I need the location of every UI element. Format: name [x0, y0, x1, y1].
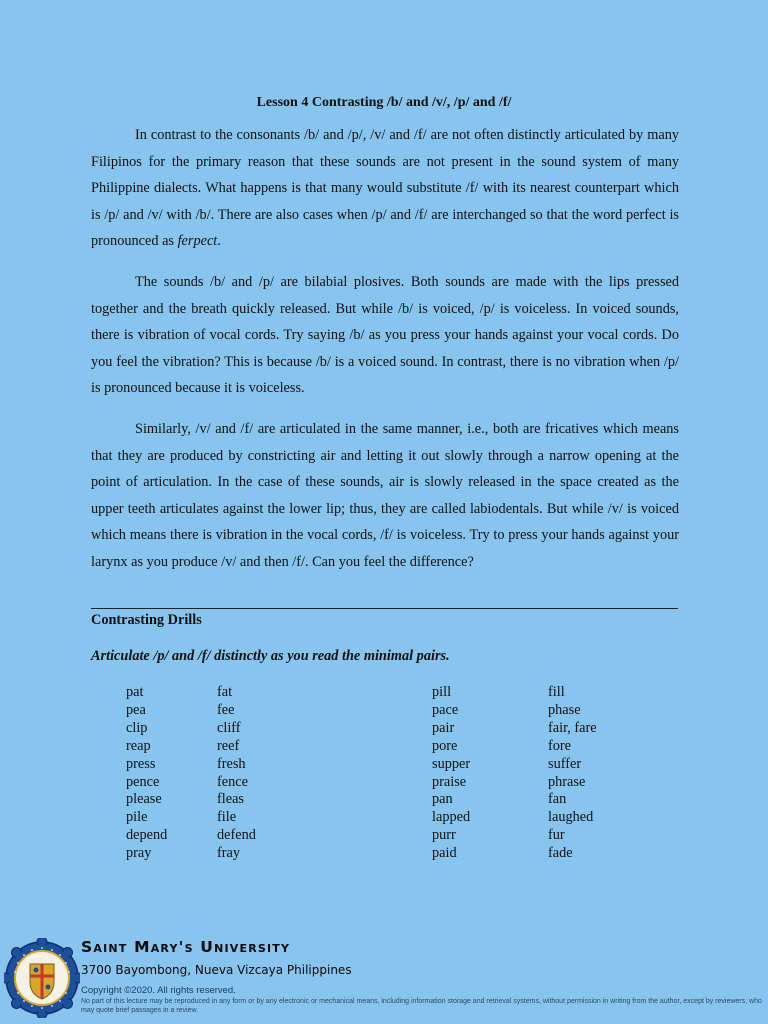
drills-title: Contrasting Drills: [91, 612, 202, 628]
word-item: pence: [126, 773, 160, 790]
word-item: fleas: [217, 791, 244, 808]
word-item: fresh: [217, 755, 246, 772]
word-item: pray: [126, 845, 152, 862]
word-item: clip: [126, 719, 148, 736]
word-item: paid: [432, 845, 457, 862]
word-item: fill: [548, 684, 565, 700]
word-item: defend: [217, 827, 256, 844]
word-item: please: [126, 791, 162, 808]
word-item: suffer: [548, 755, 582, 772]
paragraph-3: Similarly, /v/ and /f/ are articulated in the same manner, i.e., both are fricatives which means that they are produced by constricting air and letting it out slowly through a narrow opening at the point of articulation. In the case of these sounds, air is slowly released in the space created as the upper teeth articulates against the lower lip; thus, they are called labiodentals. But while /v/ is voiced which means there is vibration in the vocal cords, /f/ is voiceless. Try to press your hands against your larynx as you produce /v/ and then /f/. Can you feel the difference?: [91, 421, 679, 570]
word-item: reef: [217, 737, 240, 754]
paragraph-2: The sounds /b/ and /p/ are bilabial plosives. Both sounds are made with the lips pressed together and the breath quickly released. But while /b/ is voiced, /p/ is voiceless. In voiced sounds, there is vibration of vocal cords. Try saying /b/ as you press your hands against your vocal cords. Do you feel the vibration? This is because /b/ is a voiced sound. In contrast, there is no vibration when /p/ is pronounced because it is voiceless.: [91, 274, 679, 397]
word-item: press: [126, 755, 156, 772]
word-item: pill: [432, 684, 452, 700]
word-item: pan: [432, 791, 453, 808]
word-item: pair: [432, 719, 455, 736]
lesson-title: Lesson 4 Contrasting /b/ and /v/, /p/ and /f/: [256, 95, 512, 110]
word-column-3: [432, 684, 470, 863]
word-item: laughed: [548, 809, 594, 826]
word-item: pace: [432, 701, 459, 718]
word-item: fan: [548, 791, 567, 808]
word-item: fur: [548, 827, 565, 844]
word-column-4: [548, 684, 597, 863]
word-item: pat: [126, 684, 144, 700]
word-item: pore: [432, 737, 458, 754]
copyright-notice: Copyright ©2020. All rights reserved.: [81, 985, 236, 996]
paragraph-1-text: In contrast to the consonants /b/ and /p/, /v/ and /f/ are not often distinctly articulated by many Filipinos for the primary reason that these sounds are not present in the sound system of many Philippine dialects. What happens is that many would substitute /f/ with its nearest counterpart which is /p/ and /v/ with /b/. There are also cases when /p/ and /f/ are interchanged so that the word perfect is pronounced as: [91, 127, 679, 250]
word-item: reap: [126, 737, 151, 754]
word-item: lapped: [432, 809, 471, 826]
paragraph-1: [91, 122, 679, 255]
paragraph-1-italic: ferpect: [177, 233, 218, 250]
word-item: fair, fare: [548, 719, 597, 736]
word-item: phrase: [548, 773, 586, 790]
word-item: supper: [432, 755, 471, 772]
word-column-2: [217, 684, 256, 863]
drills-instruction: Articulate /p/ and /f/ distinctly as you read the minimal pairs.: [91, 648, 450, 664]
word-item: pile: [126, 809, 148, 826]
word-item: fray: [217, 845, 241, 862]
university-address: 3700 Bayombong, Nueva Vizcaya Philippines: [81, 963, 352, 977]
word-item: fence: [217, 773, 248, 790]
word-item: cliff: [217, 719, 241, 736]
word-item: praise: [432, 773, 467, 790]
copyright-disclaimer: No part of this lecture may be reproduced in any form or by any electronic or mechanical means, including information storage and retrieval systems, without permission in writing from the author, except by reviewers, who may quote brief passages in a review.: [81, 998, 762, 1014]
word-column-1: [126, 684, 167, 863]
word-item: fore: [548, 737, 572, 754]
word-item: purr: [432, 827, 456, 844]
paragraph-1-end: .: [217, 233, 221, 250]
word-item: fee: [217, 701, 235, 718]
word-item: depend: [126, 827, 168, 844]
word-item: fade: [548, 845, 573, 862]
university-name: Saint Mary's University: [81, 938, 291, 956]
word-item: pea: [126, 701, 146, 718]
university-seal-logo: [4, 938, 80, 1018]
footer: [0, 930, 768, 1024]
word-item: file: [217, 809, 237, 826]
word-item: fat: [217, 684, 233, 700]
seal-badge-icon: [4, 938, 80, 1018]
section-divider: [91, 608, 678, 609]
word-item: phase: [548, 701, 581, 718]
